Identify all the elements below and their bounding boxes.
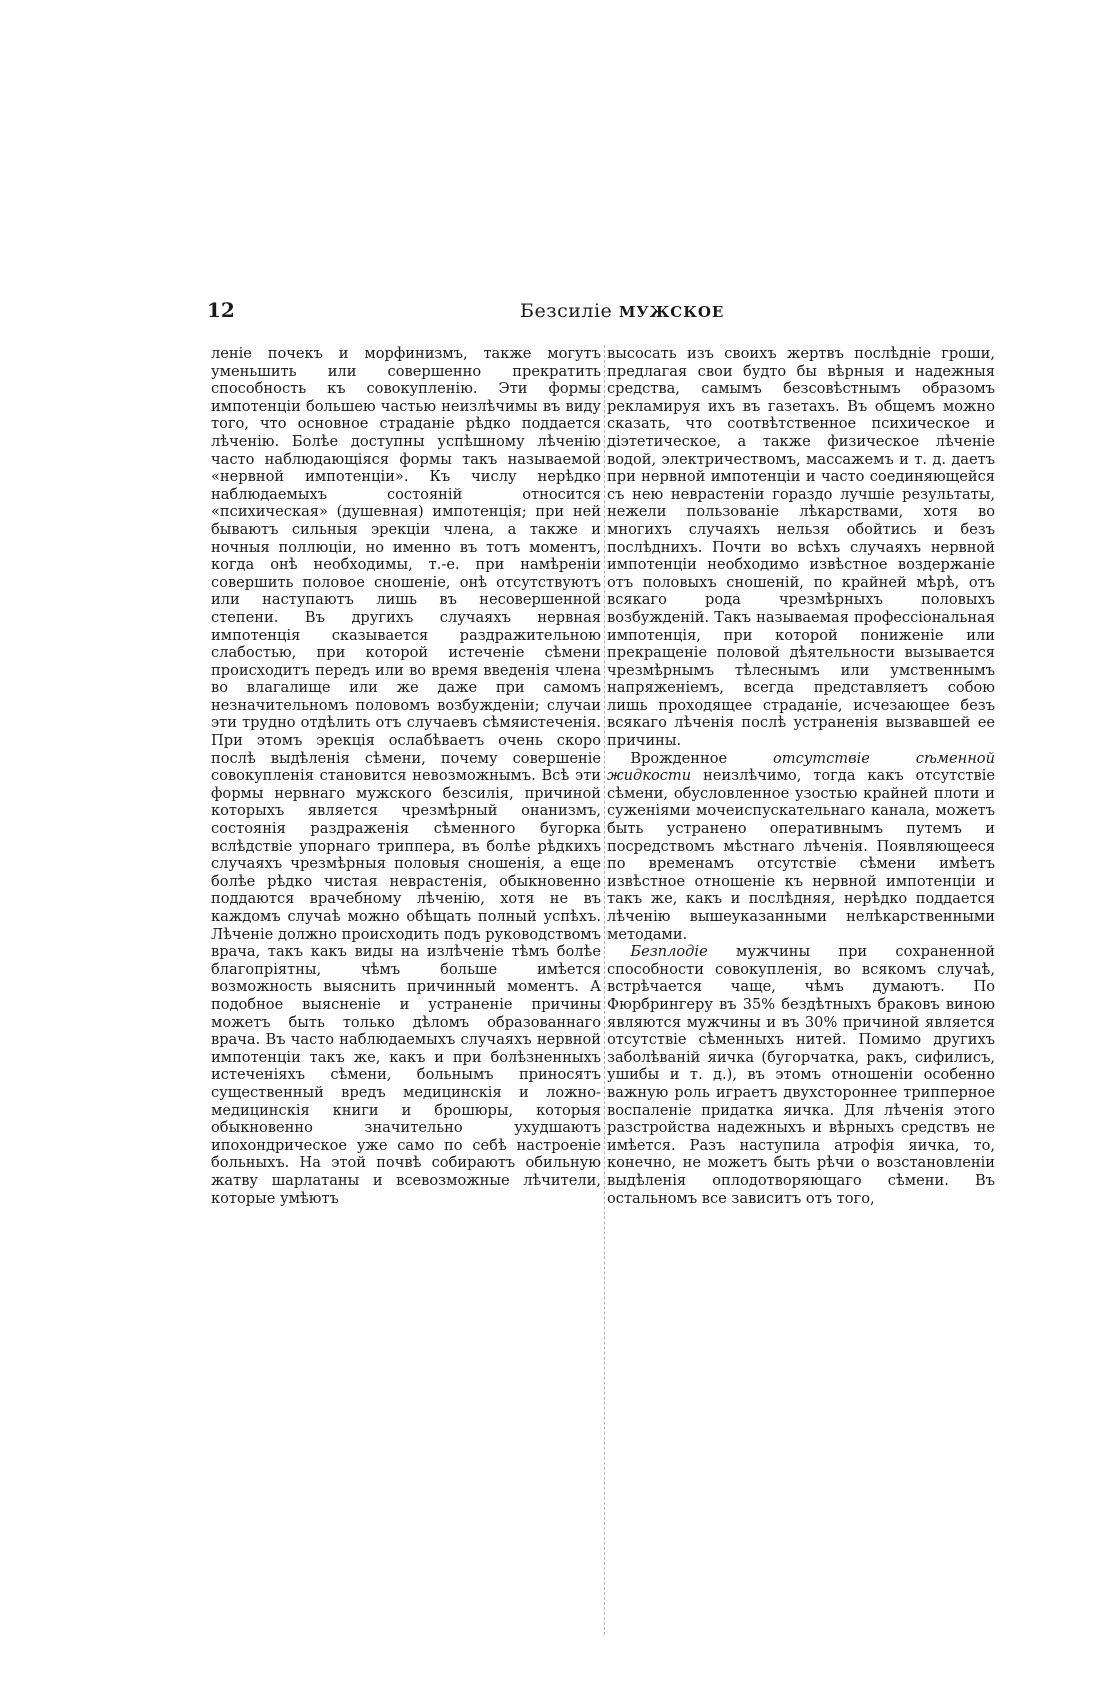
- emphasis-term: отсутствiе сѣменной жидкости: [607, 749, 995, 785]
- right-paragraph-3: [607, 943, 995, 1207]
- paragraph-lead: Врожденное: [630, 749, 728, 767]
- running-head-second: МУЖСКОЕ: [618, 303, 725, 321]
- right-column: [607, 345, 995, 1207]
- left-paragraph: ленiе почекъ и морфинизмъ, также могутъ уменьшить или совершенно прекратить способность къ совокупленiю. Эти формы импотенцiи большею частью неизлѣчимы въ виду того, что основное страданiе рѣдко поддается лѣченiю. Болѣе доступны успѣшному лѣченiю часто наблюдающiяся формы такъ называемой «нервной импотенцiи». Къ числу нерѣдко наблюдаемыхъ состоянiй относится «психическая» (душевная) импотенцiя; при ней бываютъ сильныя эрекцiи члена, а также и ночныя поллюцiи, но именно въ тотъ моментъ, когда онѣ необходимы, т.-е. при намѣренiи совершить половое сношенiе, онѣ отсутствуютъ или наступаютъ лишь въ несовершенной степени. Въ другихъ случаяхъ нервная импотенцiя сказывается раздражительною слабостью, при которой истеченiе сѣмени происходитъ передъ или во время введенiя члена во влагалище или же даже при самомъ незначительномъ половомъ возбужденiи; случаи эти трудно отдѣлить отъ случаевъ сѣмяистеченiя. При этомъ эрекцiя ослабѣваетъ очень скоро послѣ выдѣленiя сѣмени, почему совершенiе совокупленiя становится невозможнымъ. Всѣ эти формы нервнаго мужского безсилiя, причиной которыхъ является чрезмѣрный онанизмъ, состоянiя раздраженiя сѣменного бугорка вслѣдствiе упорнаго триппера, въ болѣе рѣдкихъ случаяхъ чрезмѣрныя половыя сношенiя, а еще болѣе рѣдко чистая неврастенiя, обыкновенно поддаются врачебному лѣченiю, хотя не въ каждомъ случаѣ можно обѣщать полный успѣхъ. Лѣченiе должно происходить подъ руководствомъ врача, такъ какъ виды на излѣченiе тѣмъ болѣе благопрiятны, чѣмъ больше имѣется возможность выяснить причинный моментъ. А подобное выясненiе и устраненiе причины можетъ быть только дѣломъ образованнаго врача. Въ часто наблюдаемыхъ случаяхъ нервной импотенцiи такъ же, какъ и при болѣзненныхъ истеченiяхъ сѣмени, больнымъ приносятъ существенный вредъ медицинскiя и ложно-медицинскiя книги и брошюры, которыя обыкновенно значительно ухудшаютъ ипохондрическое уже само по себѣ настроенiе больныхъ. На этой почвѣ собираютъ обильную жатву шарлатаны и всевозможные лѣчители, которые умѣютъ: [211, 345, 601, 1207]
- right-paragraph-1: высосать изъ своихъ жертвъ послѣднiе гроши, предлагая свои будто бы вѣрныя и надежныя средства, самымъ безсовѣстнымъ образомъ рекламируя ихъ въ газетахъ. Въ общемъ можно сказать, что соотвѣтственное психическое и дiэтетическое, а также физическое лѣченiе водой, электричествомъ, массажемъ и т. д. даетъ при нервной импотенцiи и часто соединяющейся съ нею неврастенiи гораздо лучшiе результаты, нежели пользованiе лѣкарствами, хотя во многихъ случаяхъ нельзя обойтись и безъ послѣднихъ. Почти во всѣхъ случаяхъ нервной импотенцiи необходимо извѣстное воздержанiе отъ половыхъ сношенiй, по крайней мѣрѣ, отъ всякаго рода чрезмѣрныхъ половыхъ возбужденiй. Такъ называемая профессiональная импотенцiя, при которой пониженiе или прекращенiе половой дѣятельности вызывается чрезмѣрнымъ тѣлеснымъ или умственнымъ напряженiемъ, всегда представляетъ собою лишь проходящее страданiе, исчезающее безъ всякаго лѣченiя послѣ устраненiя вызвавшей ее причины.: [607, 345, 995, 750]
- emphasis-term: Безплодiе: [630, 943, 708, 961]
- running-head-first: Безсилiе: [520, 300, 613, 322]
- left-column: [211, 345, 601, 1207]
- column-divider: [604, 345, 605, 1635]
- paragraph-body: неизлѣчимо, тогда какъ отсутствiе сѣмени, обусловленное узостью крайней плоти и суженiями мочеиспускательнаго канала, можетъ быть устранено оперативнымъ путемъ и посредствомъ мѣстнаго лѣченiя. Появляющееся по временамъ отсутствiе сѣмени имѣетъ извѣстное отношенiе къ нервной импотенцiи и такъ же, какъ и послѣдняя, нерѣдко поддается лѣченiю вышеуказанными нелѣкарственными методами.: [607, 767, 995, 943]
- running-head: [520, 300, 724, 322]
- paragraph-body: мужчины при сохраненной способности совокупленiя, во всякомъ случаѣ, встрѣчается чаще, чѣмъ думаютъ. По Фюрбрингеру въ 35% бездѣтныхъ браковъ виною являются мужчины и въ 30% причиной является отсутствiе сѣменныхъ нитей. Помимо другихъ заболѣванiй яичка (бугорчатка, ракъ, сифилисъ, ушибы и т. д.), въ этомъ отношенiи особенно важную роль играетъ двухстороннее трипперное воспаленiе придатка яичка. Для лѣченiя этого разстройства надежныхъ и вѣрныхъ средствъ не имѣется. Разъ наступила атрофiя яичка, то, конечно, не можетъ быть рѣчи о возстановленiи выдѣленiя оплодотворяющаго сѣмени. Въ остальномъ все зависитъ отъ того,: [607, 943, 995, 1207]
- page-number: 12: [207, 298, 235, 322]
- right-paragraph-2: [607, 750, 995, 944]
